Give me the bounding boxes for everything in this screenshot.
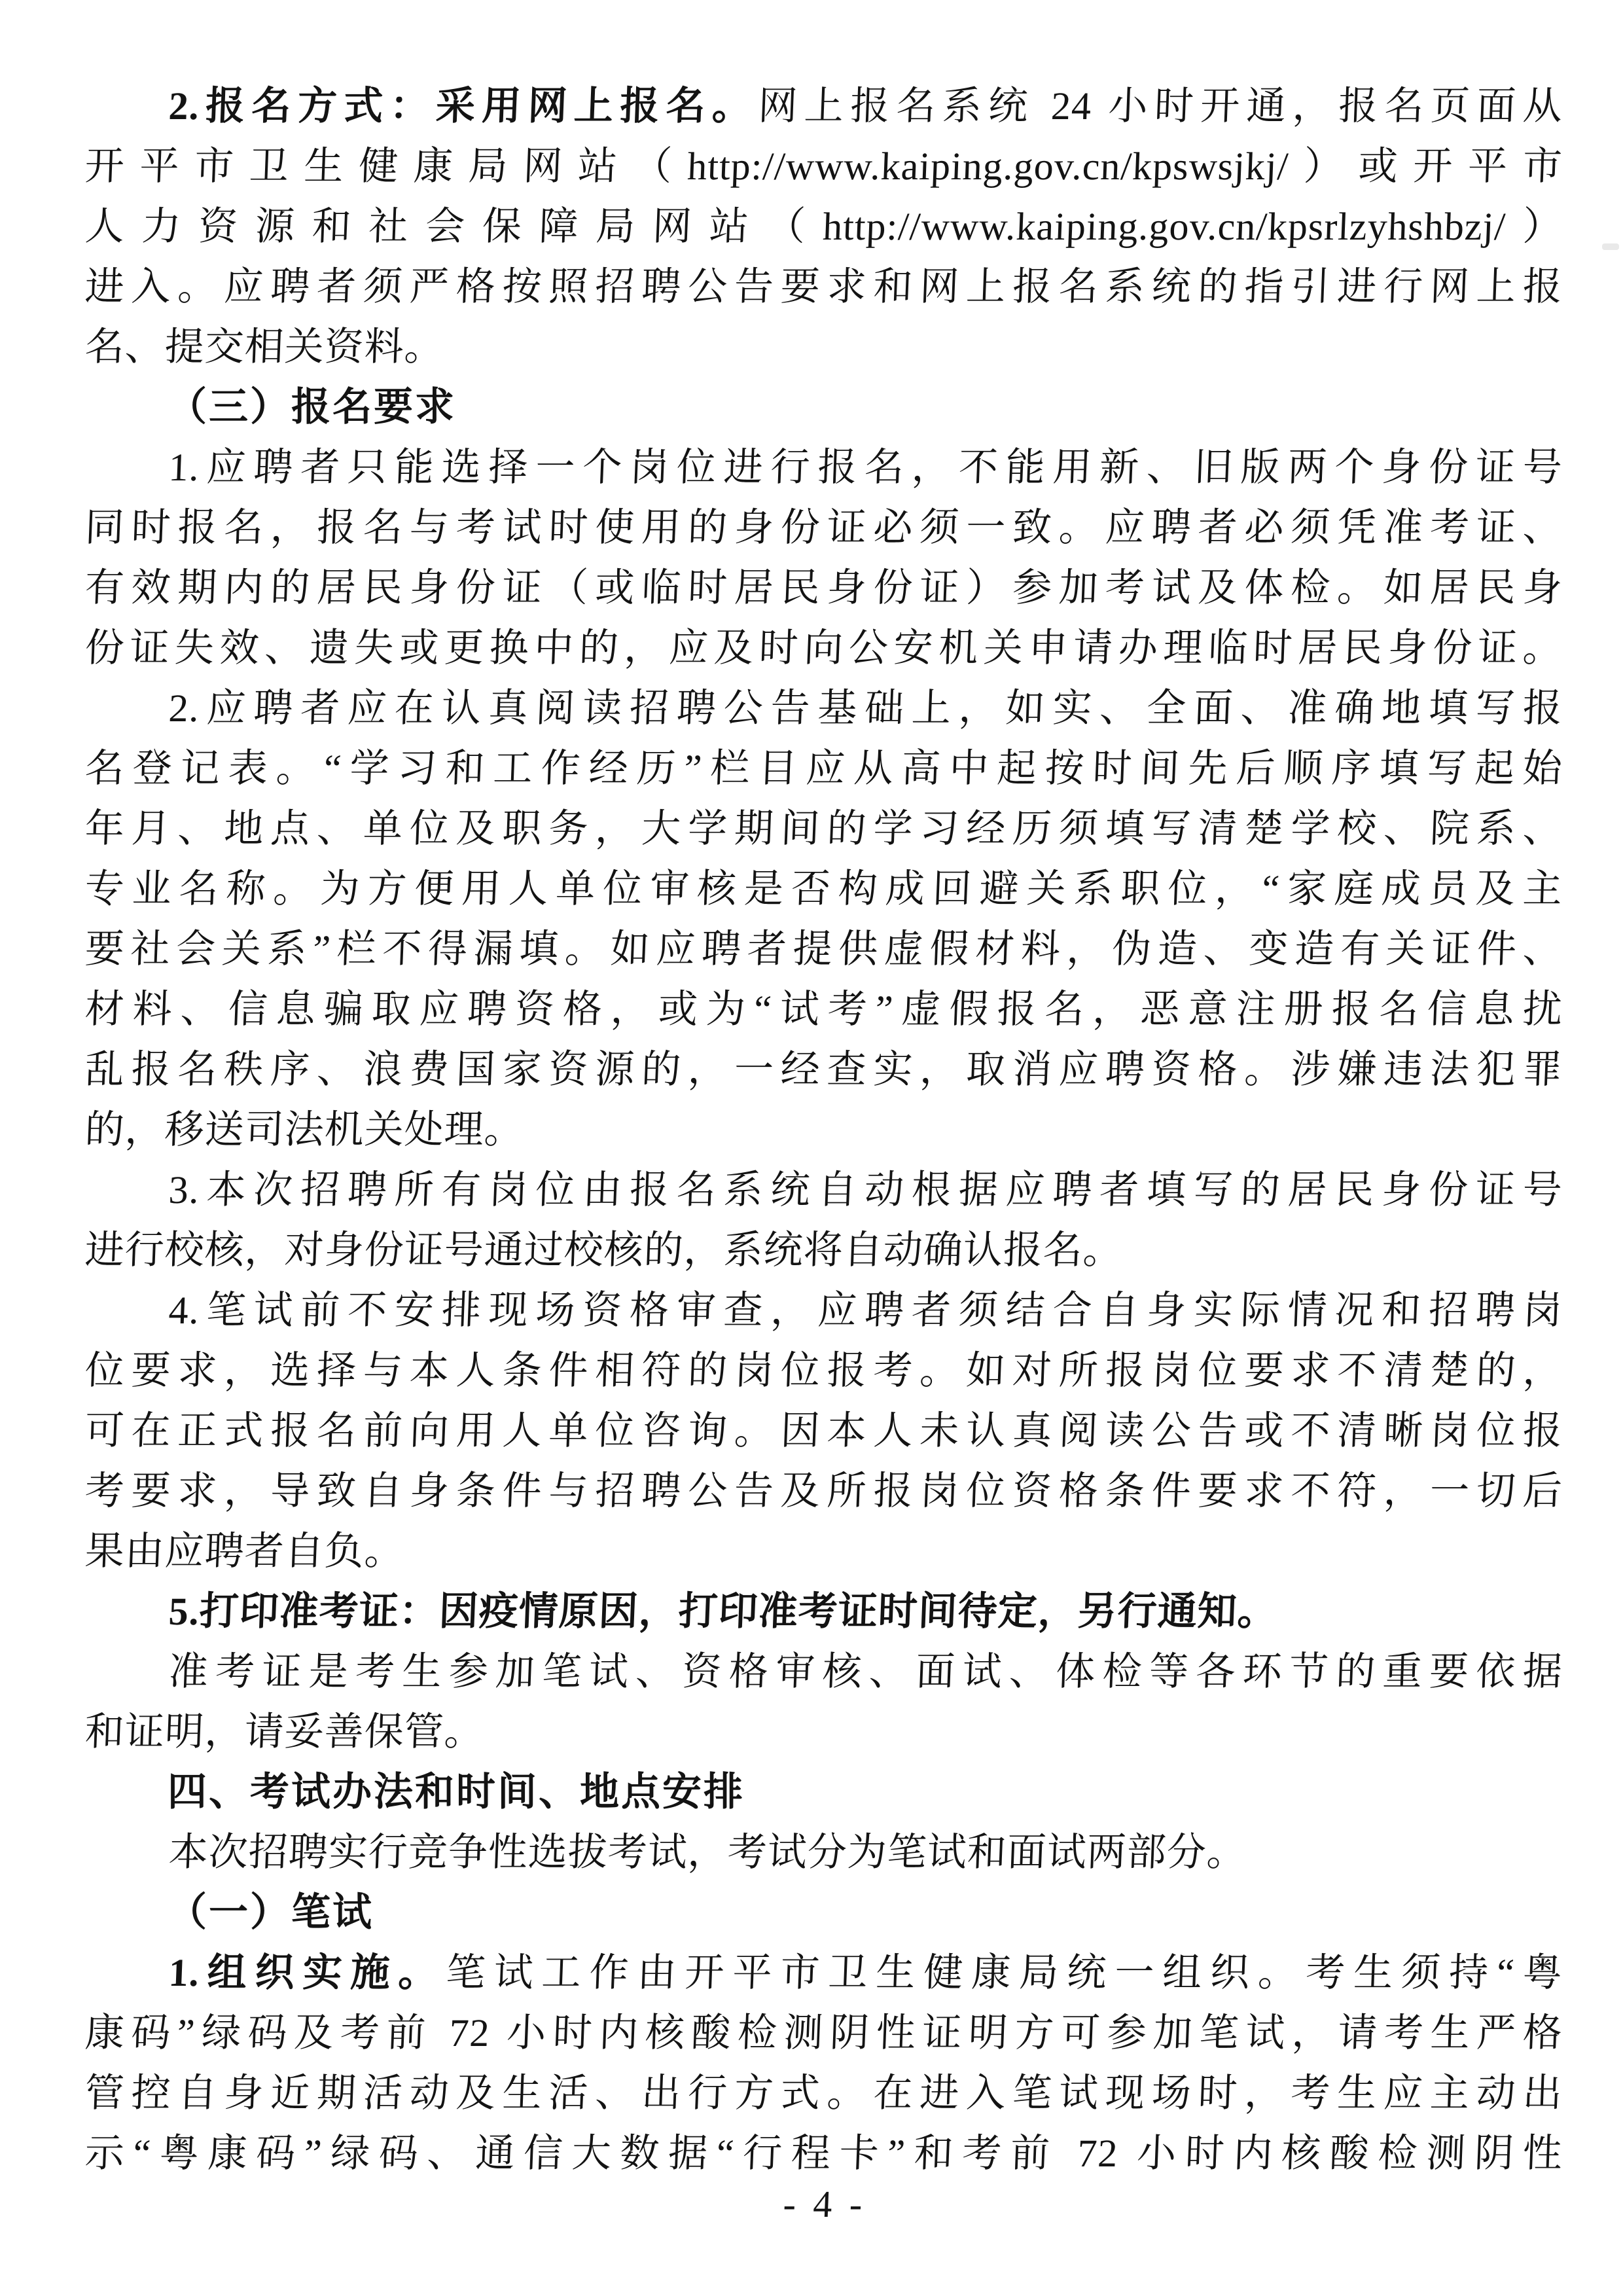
text-line: [84, 1822, 1564, 1882]
text-line: [84, 2123, 1564, 2183]
text-segment: 四、考试办法和时间、地点安排: [168, 1770, 745, 1814]
text-segment: （三）报名要求: [168, 385, 456, 429]
text-segment: 1.应聘者只能选择一个岗位进行报名，不能用新、旧版两个身份证号: [168, 446, 1564, 489]
text-line: [84, 859, 1564, 919]
text-line: [84, 1943, 1564, 2003]
text-line: [84, 979, 1564, 1039]
text-line: [84, 919, 1564, 979]
text-line: [84, 678, 1564, 738]
text-line: [84, 2003, 1564, 2063]
text-segment: 2.应聘者应在认真阅读招聘公告基础上，如实、全面、准确地填写报: [168, 687, 1564, 730]
heading-line: [84, 377, 1561, 437]
text-segment: 进行校核，对身份证号通过校核的，系统将自动确认报名。: [84, 1229, 1124, 1272]
text-segment: 3.本次招聘所有岗位由报名系统自动根据应聘者填写的居民身份证号: [168, 1168, 1564, 1211]
text-block: [84, 76, 1564, 2183]
text-segment: 考要求，导致自身条件与招聘公告及所报岗位资格条件要求不符，一切后: [84, 1469, 1564, 1513]
text-line: [84, 618, 1564, 678]
text-line: [84, 1581, 1564, 1641]
text-line: [84, 136, 1564, 196]
text-line: [84, 798, 1564, 859]
text-segment: 乱报名秩序、浪费国家资源的，一经查实，取消应聘资格。涉嫌违法犯罪: [84, 1048, 1564, 1091]
text-line: [84, 558, 1564, 618]
text-segment: 管控自身近期活动及生活、出行方式。在进入笔试现场时，考生应主动出: [84, 2072, 1564, 2115]
text-line: [84, 1461, 1564, 1521]
page-number: - 4 -: [782, 2183, 867, 2225]
text-segment: 人力资源和社会保障局网站（http://www.kaiping.gov.cn/kpsrlzyhshbzj/）: [84, 205, 1564, 248]
heading-line: [84, 1882, 1561, 1943]
text-segment: 准考证是考生参加笔试、资格审核、面试、体检等各环节的重要依据: [168, 1650, 1564, 1693]
text-segment: 本次招聘实行竞争性选拔考试，考试分为笔试和面试两部分。: [168, 1831, 1248, 1874]
text-segment: 1.组织实施。: [168, 1951, 447, 1994]
text-segment: 专业名称。为方便用人单位审核是否构成回避关系职位，“家庭成员及主: [84, 867, 1564, 910]
text-line: [84, 1340, 1564, 1401]
text-segment: 果由应聘者自负。: [84, 1530, 406, 1573]
text-segment: 年月、地点、单位及职务，大学期间的学习经历须填写清楚学校、院系、: [84, 807, 1564, 850]
text-segment: 笔试工作由开平市卫生健康局统一组织。考生须持“粤: [445, 1951, 1564, 1994]
text-line: [84, 1521, 1564, 1581]
text-segment: 和证明，请妥善保管。: [84, 1710, 486, 1753]
text-segment: 4.笔试前不安排现场资格审查，应聘者须结合自身实际情况和招聘岗: [168, 1289, 1564, 1332]
text-line: [84, 437, 1564, 497]
text-line: [84, 497, 1564, 558]
text-line: [84, 1039, 1564, 1100]
text-segment: 开平市卫生健康局网站（http://www.kaiping.gov.cn/kpswsjkj/）或开平市: [84, 145, 1564, 188]
text-segment: 示“粤康码”绿码、通信大数据“行程卡”和考前 72 小时内核酸检测阴性: [84, 2132, 1564, 2175]
text-segment: 材料、信息骗取应聘资格，或为“试考”虚假报名，恶意注册报名信息扰: [84, 988, 1564, 1031]
text-line: [84, 317, 1564, 377]
text-segment: 要社会关系”栏不得漏填。如应聘者提供虚假材料，伪造、变造有关证件、: [84, 927, 1564, 971]
text-line: [84, 257, 1564, 317]
text-segment: 的，移送司法机关处理。: [84, 1108, 526, 1151]
text-line: [84, 1280, 1564, 1340]
text-segment: 有效期内的居民身份证（或临时居民身份证）参加考试及体检。如居民身: [84, 566, 1564, 609]
text-segment: 网上报名系统 24 小时开通，报名页面从: [757, 84, 1564, 128]
text-line: [84, 76, 1564, 136]
text-segment: 进入。应聘者须严格按照招聘公告要求和网上报名系统的指引进行网上报: [84, 265, 1564, 308]
text-line: [84, 2063, 1564, 2123]
text-segment: （一）笔试: [168, 1890, 374, 1934]
text-line: [84, 1401, 1564, 1461]
text-segment: 可在正式报名前向用人单位咨询。因本人未认真阅读公告或不清晰岗位报: [84, 1409, 1564, 1452]
scan-artifact: [1602, 243, 1619, 250]
text-line: [84, 1100, 1564, 1160]
text-line: [84, 196, 1564, 257]
text-line: [84, 1641, 1564, 1702]
text-segment: 康码”绿码及考前 72 小时内核酸检测阴性证明方可参加笔试，请考生严格: [84, 2011, 1564, 2054]
text-line: [84, 738, 1564, 798]
text-segment: 位要求，选择与本人条件相符的岗位报考。如对所报岗位要求不清楚的，: [84, 1349, 1564, 1392]
text-segment: 名、提交相关资料。: [84, 325, 446, 368]
text-line: [84, 1702, 1564, 1762]
text-line: [84, 1220, 1564, 1280]
text-segment: 5.打印准考证：因疫情原因，打印准考证时间待定，另行通知。: [168, 1590, 1279, 1633]
text-line: [84, 1160, 1564, 1220]
text-segment: 份证失效、遗失或更换中的，应及时向公安机关申请办理临时居民身份证。: [84, 626, 1564, 670]
text-segment: 同时报名，报名与考试时使用的身份证必须一致。应聘者必须凭准考证、: [84, 506, 1564, 549]
text-segment: 名登记表。“学习和工作经历”栏目应从高中起按时间先后顺序填写起始: [84, 747, 1564, 790]
text-segment: 2.报名方式：采用网上报名。: [168, 84, 759, 128]
heading-line: [84, 1762, 1561, 1822]
